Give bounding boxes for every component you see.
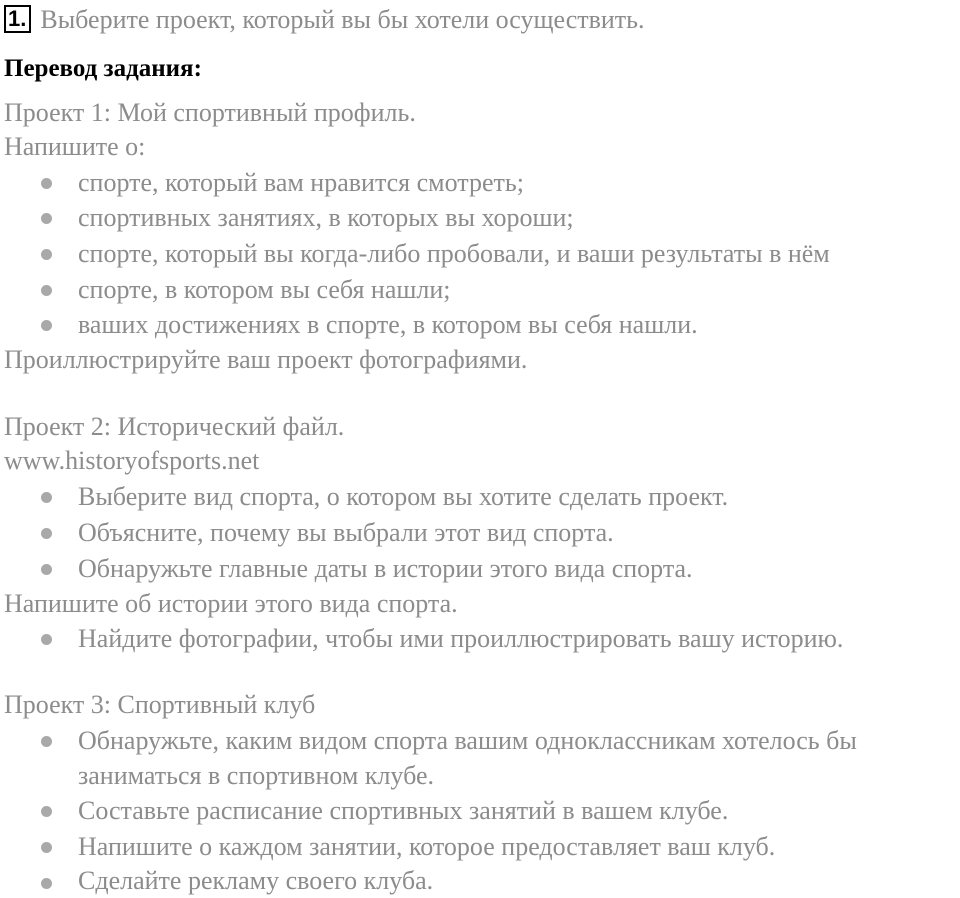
bullet-icon bbox=[41, 736, 52, 747]
project2-middle: Напишите об истории этого вида спорта. bbox=[4, 589, 458, 618]
task-number-badge: 1. bbox=[4, 5, 31, 33]
bullet-icon bbox=[41, 842, 52, 853]
project3-item: Составьте расписание спортивных занятий в вашем клубе. bbox=[78, 796, 729, 825]
project2-item: Объясните, почему вы выбрали этот вид спорта. bbox=[78, 518, 614, 547]
bullet-icon bbox=[41, 249, 52, 260]
translation-heading: Перевод задания: bbox=[4, 55, 202, 82]
bullet-icon bbox=[41, 878, 52, 889]
project2-item: Выберите вид спорта, о котором вы хотите сделать проект. bbox=[78, 482, 729, 511]
project2-item: Найдите фотографии, чтобы ими проиллюстрировать вашу историю. bbox=[78, 624, 844, 653]
project1-intro: Напишите о: bbox=[4, 132, 146, 161]
project1-title: Проект 1: Мой спортивный профиль. bbox=[4, 98, 416, 127]
project1-item: спортивных занятиях, в которых вы хороши; bbox=[78, 203, 574, 232]
bullet-icon bbox=[41, 492, 52, 503]
project3-item: Напишите о каждом занятии, которое предоставляет ваш клуб. bbox=[78, 832, 776, 861]
project1-item: спорте, который вам нравится смотреть; bbox=[78, 168, 524, 197]
project3-item-continuation: заниматься в спортивном клубе. bbox=[78, 761, 435, 790]
project1-item: ваших достижениях в спорте, в котором вы себя нашли. bbox=[78, 310, 698, 339]
bullet-icon bbox=[41, 564, 52, 575]
bullet-icon bbox=[41, 634, 52, 645]
project1-item: спорте, в котором вы себя нашли; bbox=[78, 275, 451, 304]
bullet-icon bbox=[41, 213, 52, 224]
project3-title: Проект 3: Спортивный клуб bbox=[4, 690, 316, 719]
project1-outro: Проиллюстрируйте ваш проект фотографиями. bbox=[4, 345, 528, 374]
task-header bbox=[4, 3, 645, 37]
bullet-icon bbox=[41, 320, 52, 331]
project3-item: Обнаружьте, каким видом спорта вашим одноклассникам хотелось бы bbox=[78, 726, 857, 755]
bullet-icon bbox=[41, 178, 52, 189]
bullet-icon bbox=[41, 285, 52, 296]
bullet-icon bbox=[41, 806, 52, 817]
bullet-icon bbox=[41, 528, 52, 539]
project2-item: Обнаружьте главные даты в истории этого вида спорта. bbox=[78, 554, 693, 583]
task-text: Выберите проект, который вы бы хотели осуществить. bbox=[40, 5, 645, 34]
project2-website: www.historyofsports.net bbox=[4, 446, 260, 475]
project3-item: Сделайте рекламу своего клуба. bbox=[78, 866, 434, 895]
project1-item: спорте, который вы когда-либо пробовали, и ваши результаты в нём bbox=[78, 239, 830, 268]
project2-title: Проект 2: Исторический файл. bbox=[4, 412, 345, 441]
